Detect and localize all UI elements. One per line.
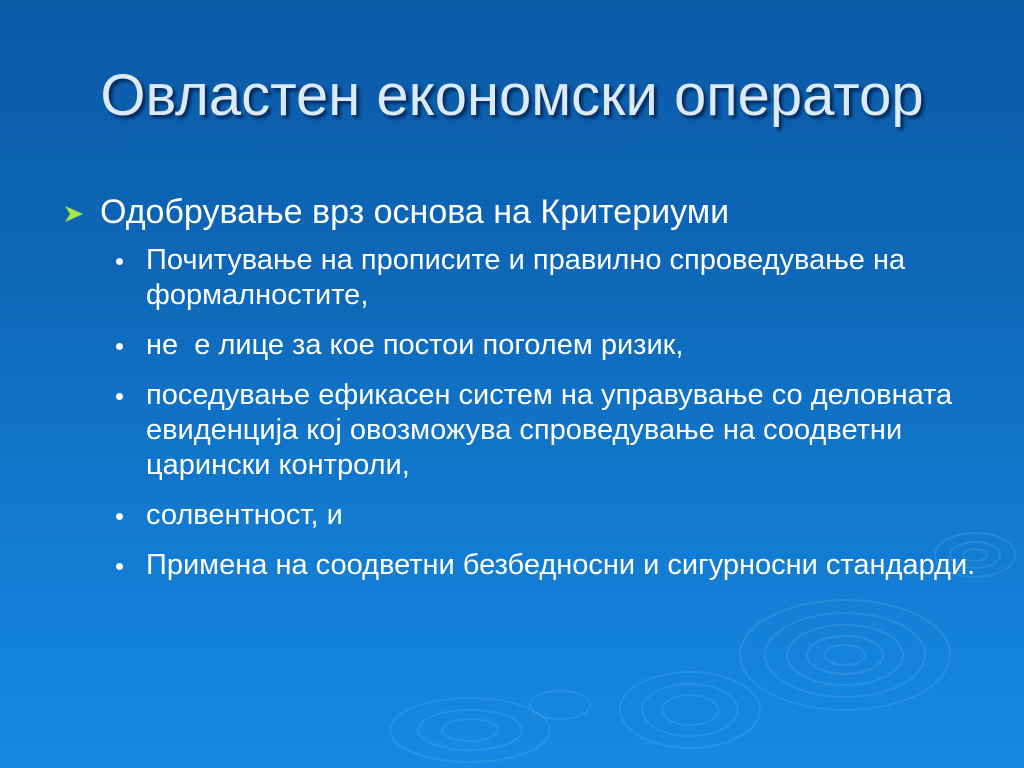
- dot-bullet-icon: [116, 343, 123, 350]
- dot-bullet-icon: [116, 513, 123, 520]
- sub-bullet-item: [110, 328, 990, 363]
- sub-bullet-item: [110, 378, 990, 483]
- main-bullet: [64, 190, 994, 234]
- sub-bullet-text: Примена на соодветни безбедносни и сигурносни стандарди.: [146, 549, 976, 581]
- sub-bullet-text: не е лице за кое постои поголем ризик,: [146, 329, 684, 361]
- sub-bullet-list: [110, 243, 990, 598]
- dot-bullet-icon: [116, 563, 123, 570]
- dot-bullet-icon: [116, 393, 123, 400]
- sub-bullet-item: [110, 243, 990, 313]
- sub-bullet-item: [110, 498, 990, 533]
- slide-title: Овластен економски оператор: [100, 63, 924, 128]
- sub-bullet-text: солвентност, и: [146, 499, 343, 531]
- sub-bullet-text: поседување ефикасен систем на управување со деловната евиденција кој овозможува спроведување на соодветни царински контроли,: [146, 379, 953, 481]
- main-bullet-text: Одобрување врз основа на Критериуми: [100, 193, 730, 231]
- sub-bullet-text: Почитување на прописите и правилно спроведување на формалностите,: [146, 244, 906, 311]
- sub-bullet-item: [110, 548, 990, 583]
- dot-bullet-icon: [116, 258, 123, 265]
- arrow-bullet-icon: [64, 190, 100, 223]
